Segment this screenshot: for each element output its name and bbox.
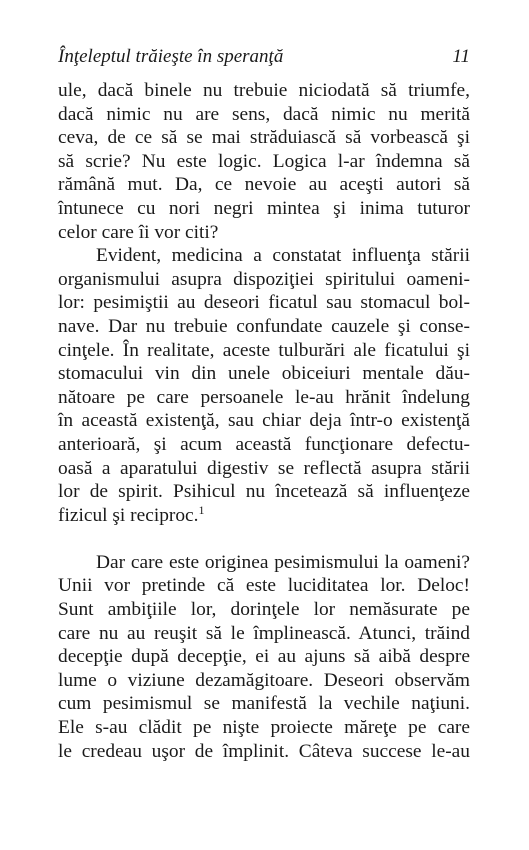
text-line: ceva, de ce să se mai străduiască să vorbească şi [58,127,470,149]
text-line: Sunt ambiţiile lor, dorinţele lor nemăsurate pe [58,599,470,621]
text-line: Ele s-au clădit pe nişte proiecte măreţe pe care [58,717,470,739]
page-header [58,44,470,70]
footnote-reference[interactable]: 1 [198,502,205,517]
text-line: stomacului vin din unele obiceiuri mentale dău- [58,363,470,385]
paragraph-1 [58,79,470,244]
paragraph-spacer [58,527,470,551]
text-line: Dar care este originea pesimismului la oameni? [96,551,470,573]
text-line-with-footnote [58,504,470,528]
text-line: ule, dacă binele nu trebuie niciodată să triumfe, [58,80,470,101]
text-line: să scrie? Nu este logic. Logica l-ar îndemna să [58,150,470,172]
text-line: Unii vor pretinde că este luciditatea lor. Deloc! [58,575,470,597]
text-line: cum pesimismul se manifestă la vechile naţiuni. [58,693,470,715]
text-line: Evident, medicina a constatat influenţa stării [96,245,470,267]
text-line: rămână mut. Da, ce nevoie au aceşti autori să [58,174,470,196]
text-line: nave. Dar nu trebuie confundate cauzele şi conse- [58,315,470,337]
body-text [58,79,470,763]
text-line: dacă nimic nu are sens, dacă nimic nu merită [58,103,470,125]
text-line: lume o viziune dezamăgitoare. Deseori observăm [58,669,470,691]
text-line: nătoare pe care persoanele le-au hrănit îndelung [58,386,470,408]
text-line: le credeau uşor de împlinit. Câteva succese le-au [58,740,470,762]
text-line: în această existenţă, sau chiar deja într-o existenţă [58,410,470,432]
paragraph-2 [58,244,470,527]
text-line: oasă a aparatului digestiv se reflectă asupra stării [58,457,470,479]
text-line: anterioară, şi acum această funcţionare defectu- [58,433,470,455]
text-line-content: fizicul şi reciproc. [58,504,199,526]
text-line: lor: pesimiştii au deseori ficatul sau stomacul bol- [58,292,470,314]
text-line: întunece cu nori negri mintea şi inima tuturor [58,197,470,219]
text-line: care nu au reuşit să le împlinească. Atunci, trăind [58,622,470,644]
text-line: decepţie după decepţie, ei au ajuns să aibă despre [58,646,470,668]
text-line: cinţele. În realitate, aceste tulburări ale ficatului şi [58,339,470,361]
page-number: 11 [452,46,470,67]
running-title: Înţeleptul trăieşte în speranţă [58,46,284,67]
paragraph-3 [58,551,470,763]
text-line: lor de spirit. Psihicul nu încetează să influenţeze [58,481,470,503]
text-line: celor care îi vor citi? [58,221,219,243]
text-line: organismului asupra dispoziţiei spiritului oameni- [58,268,470,290]
